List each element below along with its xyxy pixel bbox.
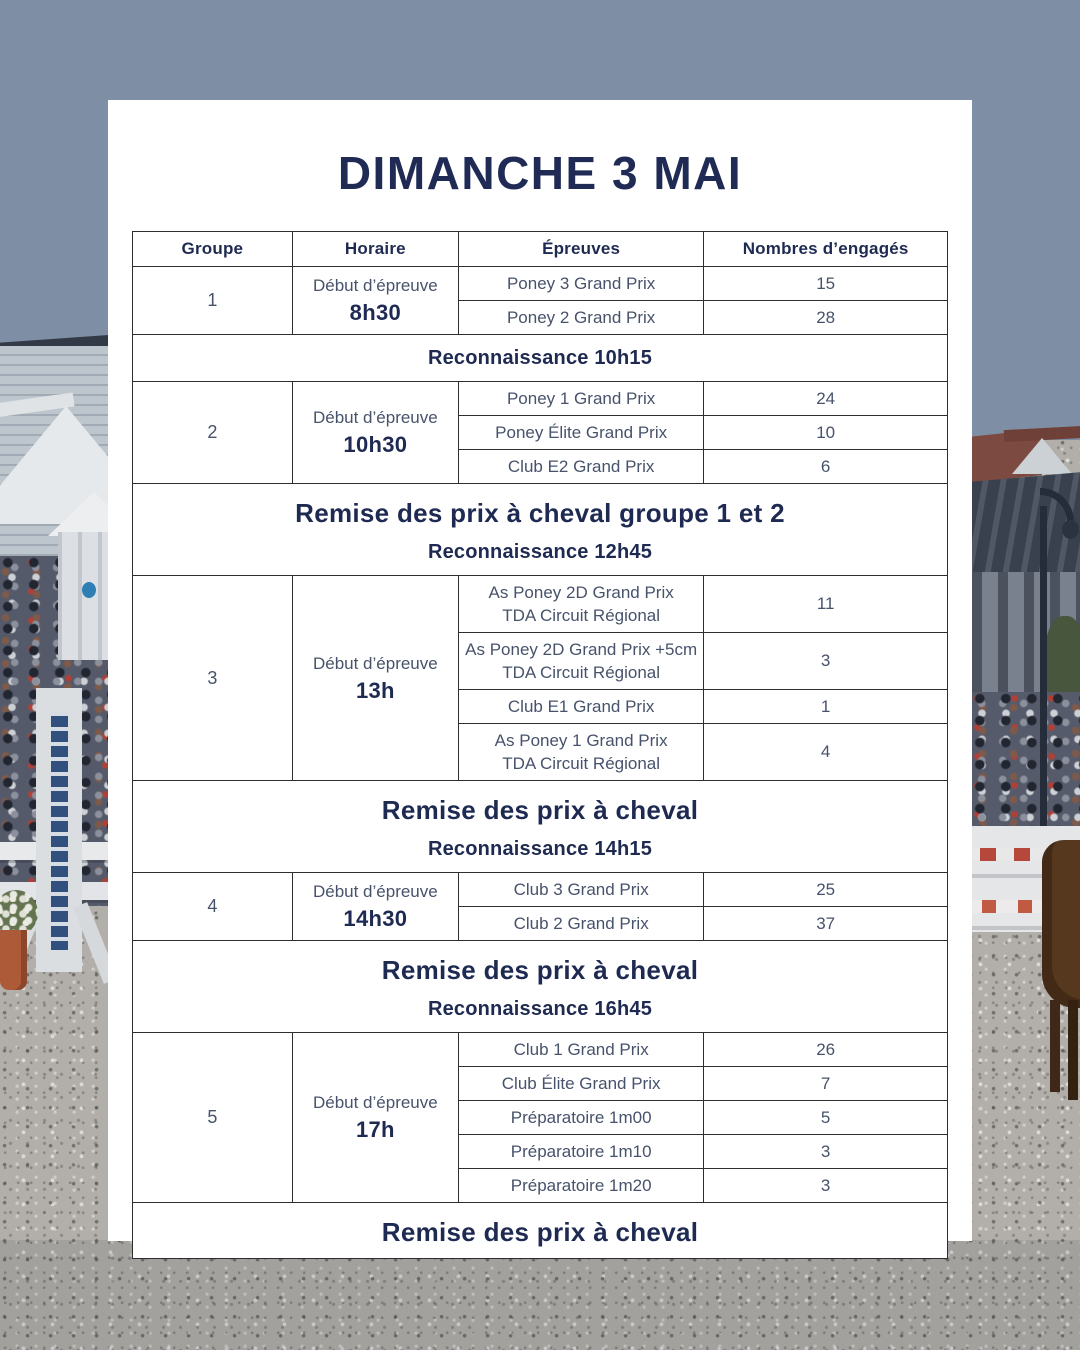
group-number-cell: 1	[133, 267, 293, 335]
course-walk-label: Reconnaissance 10h15	[427, 347, 653, 369]
column-header: Épreuves	[458, 232, 703, 267]
banner-row	[133, 781, 948, 873]
banner-cell	[133, 1203, 948, 1259]
start-time-label: Début d’épreuve	[312, 408, 438, 427]
horse-leg	[1050, 1000, 1060, 1092]
horse-leg	[1068, 1000, 1078, 1100]
start-time-label: Début d’épreuve	[312, 882, 438, 901]
event-name-line: Poney 1 Grand Prix	[506, 389, 656, 408]
event-name-cell	[458, 633, 703, 690]
event-name-line: As Poney 2D Grand Prix +5cm	[465, 640, 698, 659]
banner-cell	[133, 941, 948, 1033]
event-name-cell	[458, 907, 703, 941]
event-name-line: As Poney 2D Grand Prix	[488, 583, 674, 602]
start-time-cell	[292, 576, 458, 781]
start-time-label: Début d’épreuve	[312, 276, 438, 295]
entries-count-cell: 5	[704, 1101, 948, 1135]
event-name-cell	[458, 1101, 703, 1135]
entries-count-cell: 3	[704, 1169, 948, 1203]
terracotta-pot	[0, 930, 27, 990]
entries-count-cell: 11	[704, 576, 948, 633]
blue-balloon	[82, 582, 96, 598]
start-time-cell	[292, 382, 458, 484]
entries-count-cell: 10	[704, 416, 948, 450]
event-name-cell	[458, 1169, 703, 1203]
event-name-cell	[458, 301, 703, 335]
entries-count-cell: 24	[704, 382, 948, 416]
table-row	[133, 873, 948, 907]
table-row	[133, 1033, 948, 1067]
start-time-cell	[292, 267, 458, 335]
street-lamp-post	[1040, 506, 1047, 834]
event-name-line: As Poney 1 Grand Prix	[494, 731, 668, 750]
event-name-cell	[458, 873, 703, 907]
start-time-label: Début d’épreuve	[312, 1093, 438, 1112]
event-name-cell	[458, 690, 703, 724]
event-name-line: Club 2 Grand Prix	[513, 914, 649, 933]
entries-count-cell: 4	[704, 724, 948, 781]
start-time-value: 10h30	[343, 432, 408, 457]
event-name-line: TDA Circuit Régional	[502, 754, 661, 773]
course-walk-label: Reconnaissance 12h45	[427, 541, 653, 563]
column-header: Horaire	[292, 232, 458, 267]
prize-ceremony-label: Remise des prix à cheval	[381, 1217, 699, 1247]
prize-ceremony-label: Remise des prix à cheval groupe 1 et 2	[295, 498, 785, 528]
event-name-line: Préparatoire 1m20	[510, 1176, 652, 1195]
start-time-cell	[292, 1033, 458, 1203]
entries-count-cell: 26	[704, 1033, 948, 1067]
course-walk-label: Reconnaissance 16h45	[427, 998, 653, 1020]
entries-count-cell: 6	[704, 450, 948, 484]
table-header-row	[133, 232, 948, 267]
jump-standard-panel	[51, 712, 68, 950]
event-name-line: Poney 2 Grand Prix	[506, 308, 656, 327]
entries-count-cell: 37	[704, 907, 948, 941]
event-name-cell	[458, 450, 703, 484]
start-time-label: Début d’épreuve	[312, 653, 438, 673]
entries-count-cell: 1	[704, 690, 948, 724]
horse	[1042, 840, 1080, 1008]
event-name-cell	[458, 267, 703, 301]
event-name-line: Club 3 Grand Prix	[513, 880, 649, 899]
entries-count-cell: 7	[704, 1067, 948, 1101]
table-row	[133, 267, 948, 301]
table-row	[133, 576, 948, 633]
banner-row	[133, 1203, 948, 1259]
column-header: Groupe	[133, 232, 293, 267]
event-name-line: Préparatoire 1m10	[510, 1142, 652, 1161]
start-time-value: 13h	[355, 677, 395, 703]
event-name-line: Club Élite Grand Prix	[501, 1074, 661, 1093]
banner-cell	[133, 781, 948, 873]
prize-ceremony-label: Remise des prix à cheval	[381, 795, 699, 825]
banner-row	[133, 335, 948, 382]
schedule-card	[108, 100, 972, 1247]
group-number-cell: 3	[133, 576, 293, 781]
event-name-line: TDA Circuit Régional	[502, 606, 661, 625]
event-name-line: Préparatoire 1m00	[510, 1108, 652, 1127]
start-time-value: 14h30	[343, 906, 408, 931]
event-name-line: Club E2 Grand Prix	[507, 457, 655, 476]
course-walk-label: Reconnaissance 14h15	[427, 838, 653, 860]
prize-ceremony-label: Remise des prix à cheval	[381, 955, 699, 985]
event-name-cell	[458, 1033, 703, 1067]
banner-row	[133, 941, 948, 1033]
event-name-cell	[458, 576, 703, 633]
entries-count-cell: 3	[704, 1135, 948, 1169]
group-number-cell: 5	[133, 1033, 293, 1203]
start-time-value: 8h30	[349, 300, 402, 325]
page-title: DIMANCHE 3 MAI	[337, 147, 743, 199]
event-name-cell	[458, 382, 703, 416]
event-name-cell	[458, 416, 703, 450]
event-name-line: Poney Élite Grand Prix	[495, 423, 668, 442]
entries-count-cell: 3	[704, 633, 948, 690]
event-name-line: Club 1 Grand Prix	[513, 1040, 649, 1059]
table-body	[133, 267, 948, 1259]
start-time-cell	[292, 873, 458, 941]
banner-row	[133, 484, 948, 576]
event-name-line: Poney 3 Grand Prix	[506, 274, 656, 293]
street-lamp-head	[1062, 520, 1079, 539]
house-gable	[1012, 438, 1072, 474]
event-name-cell	[458, 1067, 703, 1101]
group-number-cell: 2	[133, 382, 293, 484]
start-time-value: 17h	[355, 1117, 395, 1142]
event-name-cell	[458, 724, 703, 781]
event-name-cell	[458, 1135, 703, 1169]
banner-cell	[133, 484, 948, 576]
column-header: Nombres d’engagés	[704, 232, 948, 267]
event-name-line: Club E1 Grand Prix	[507, 697, 655, 716]
event-name-line: TDA Circuit Régional	[502, 663, 661, 682]
schedule-table	[132, 231, 948, 1259]
group-number-cell: 4	[133, 873, 293, 941]
banner-cell	[133, 335, 948, 382]
entries-count-cell: 15	[704, 267, 948, 301]
entries-count-cell: 25	[704, 873, 948, 907]
entries-count-cell: 28	[704, 301, 948, 335]
table-row	[133, 382, 948, 416]
